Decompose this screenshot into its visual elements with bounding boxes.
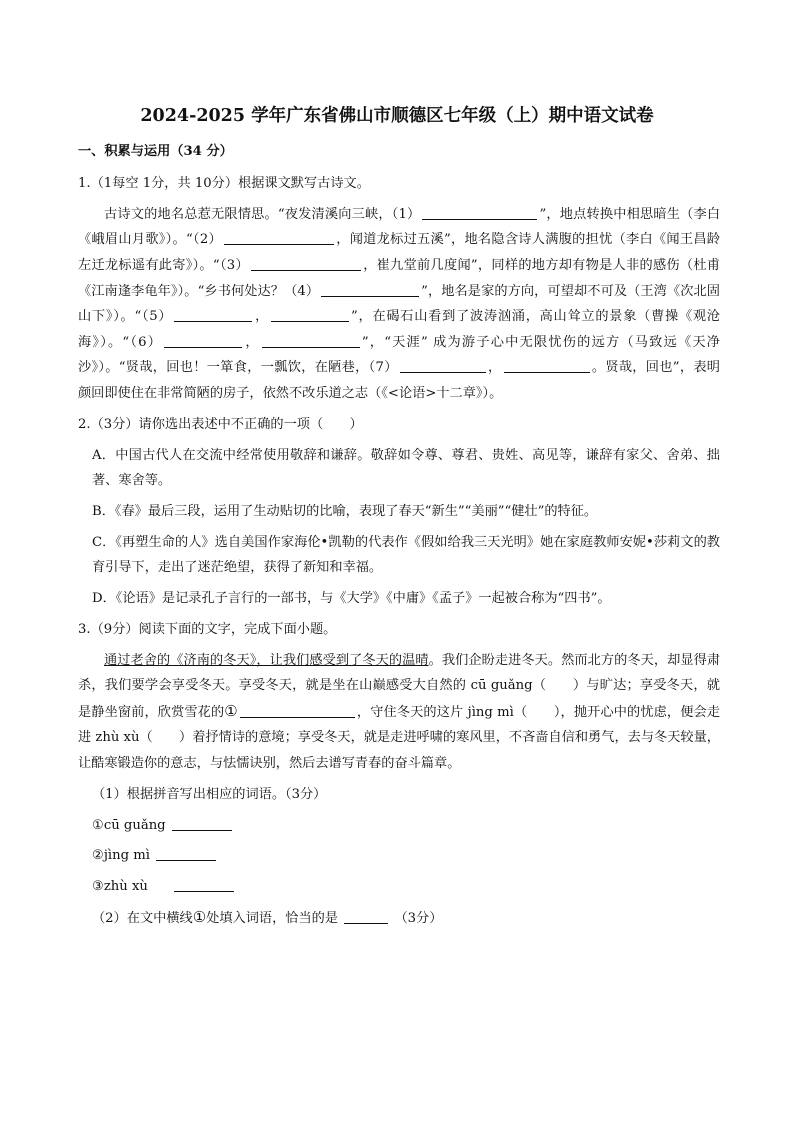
answer-blank-6b[interactable] [262, 331, 360, 348]
answer-blank-7a[interactable] [400, 356, 486, 373]
q2-option-c[interactable]: C．《再塑生命的人》选自美国作家海伦•凯勒的代表作《假如给我三天光明》她在家庭教师安妮•莎莉文的教育引导下，走出了迷茫绝望，获得了新知和幸福。 [92, 534, 720, 576]
q2-option-d[interactable]: D．《论语》是记录孔子言行的一部书，与《大学》《中庸》《孟子》一起被合称为“四书”。 [92, 591, 611, 607]
q2-option-b[interactable]: B．《春》最后三段，运用了生动贴切的比喻，表现了春天“新生”“美丽”“健壮”的特征。 [92, 503, 598, 519]
mark-1: ① [224, 701, 238, 720]
choice-blank[interactable] [344, 907, 388, 924]
page-title: 2024-2025 学年广东省佛山市顺德区七年级（上）期中语文试卷 [140, 106, 654, 126]
q3-sub2: （2）在文中横线①处填入词语，恰当的是 （3分） [92, 907, 443, 926]
q3-passage: 通过老舍的《济南的冬天》，让我们感受到了冬天的温晴。我们企盼走进冬天。然而北方的冬天，却显得肃杀，我们要学会享受冬天。享受冬天，就是坐在山巅感受大自然的 cū guǎng（ ）与旷达；享受冬天，就是静坐窗前，欣赏雪花的① ，守住冬天的这片 jìng mì（ ），抛开心中的忧虑，便会走进 zhù xù（ ）着抒情诗的意境；享受冬天，就是走进呼啸的寒风里，不吝啬自信和勇气，去与冬天较量，让酷寒锻造你的意志，与怯懦诀别，然后去谱写青春的奋斗篇章。 [78, 652, 721, 771]
q2-option-a[interactable]: A．中国古代人在交流中经常使用敬辞和谦辞。敬辞如令尊、尊君、贵姓、高见等，谦辞有家父、舍弟、拙著、寒舍等。 [92, 447, 720, 489]
section-heading: 一、积累与运用（34 分） [78, 144, 233, 159]
q1-passage: 古诗文的地名总惹无限情思。“夜发清溪向三峡，（1） ”，地点转换中相思暗生（李白《峨眉山月歌》）。“（2） ，闻道龙标过五溪”，地名隐含诗人满腹的担忧（李白《闻王昌龄左迁龙标遥有此寄》）。“（3） ，崔九堂前几度闻”，同样的地方却有物是人非的感伤（杜甫《江南逢李龟年》）。“乡书何处达？（4） ”，地名是家的方向，可望却不可及（王湾《次北固山下》）。“（5） ， ”，在碣石山看到了波涛汹涌，高山耸立的景象（曹操《观沧海》）。“（6） ， ”，“天涯” 成为游子心中无限忧伤的远方（马致远《天净沙》）。“贤哉，回也！一箪食，一瓢饮，在陋巷，（7） ， 。贤哉，回也”，表明颜回即使住在非常简陋的房子，依然不改乐道之志（《<论语>十二章》）。 [78, 202, 720, 407]
answer-blank-4[interactable] [321, 280, 419, 297]
q3-item-3: ③zhù xù [78, 874, 720, 900]
answer-blank-7b[interactable] [504, 356, 590, 373]
passage-blank-1[interactable] [240, 701, 355, 718]
q3-heading: 3.（9分）阅读下面的文字，完成下面小题。 [78, 621, 337, 637]
q3-sub1: （1）根据拼音写出相应的词语。（3分） [92, 786, 327, 802]
answer-blank-3[interactable] [251, 254, 361, 271]
answer-blank-1[interactable] [422, 203, 537, 220]
underlined-sentence: 通过老舍的《济南的冬天》，让我们感受到了冬天的温晴 [104, 652, 429, 668]
q3-item-2: ②jìng mì [78, 843, 720, 869]
pinyin-blank-2[interactable] [156, 844, 216, 861]
answer-blank-2[interactable] [224, 228, 334, 245]
q1-heading: 1.（1每空 1分，共 10分）根据课文默写古诗文。 [78, 176, 370, 191]
exam-content [78, 171, 720, 937]
pinyin-blank-1[interactable] [172, 814, 232, 831]
q2-heading: 2.（3分）请你选出表述中不正确的一项（ ） [78, 416, 363, 432]
q3-item-1: ①cū guǎng [78, 813, 720, 839]
answer-blank-5a[interactable] [174, 305, 252, 322]
answer-blank-6a[interactable] [164, 331, 242, 348]
pinyin-blank-3[interactable] [174, 875, 234, 892]
answer-blank-5b[interactable] [271, 305, 349, 322]
